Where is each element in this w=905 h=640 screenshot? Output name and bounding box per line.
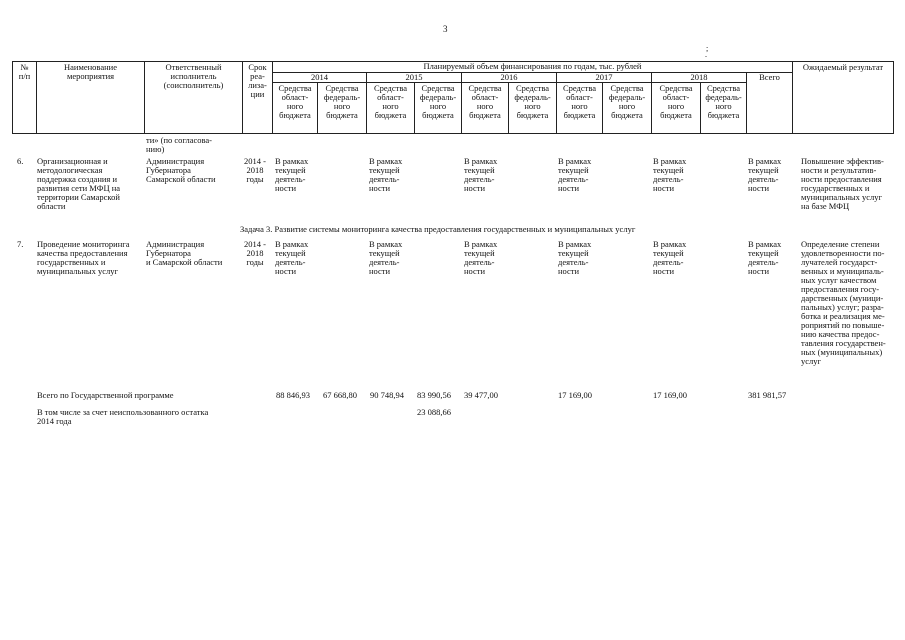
totals-2017-regional: 17 169,00 [558,390,592,400]
row-6-executor: Администрация Губернатора Самарской области [146,156,216,184]
row-7-total: В рамках текущей деятель- ности [748,239,782,276]
header-total: Всего [759,72,780,82]
totals-2014-regional: 88 846,93 [276,390,310,400]
row-7-fin-2014: В рамках текущей деятель- ности [275,239,309,276]
row-7-fin-2015: В рамках текущей деятель- ности [369,239,403,276]
header-sub-federal: Средства федераль- ного бюджета [608,83,646,120]
totals-grand-total: 381 981,57 [748,390,787,400]
header-sub-federal: Средства федераль- ного бюджета [419,83,457,120]
header-year-2015: 2015 [405,72,423,82]
unused-balance-label: В том числе за счет неиспользованного остатка 2014 года [37,407,209,426]
header-year-2014: 2014 [311,72,328,82]
row-6-term: 2014 - 2018 годы [244,156,266,184]
scan-mark: ; [706,44,709,53]
row-6-fin-2015: В рамках текущей деятель- ности [369,156,403,193]
header-sub-regional: Средства област- ного бюджета [373,83,408,120]
continued-text: ти» (по согласова- нию) [146,135,213,154]
header-sub-federal: Средства федераль- ного бюджета [705,83,742,120]
scan-mark: . [705,50,707,59]
header-number: № п/п [18,62,31,81]
row-6-fin-2018: В рамках текущей деятель- ности [653,156,687,193]
header-activity-name: Наименование мероприятия [64,62,117,81]
header-expected-result: Ожидаемый результат [802,62,884,72]
row-6-fin-2014: В рамках текущей деятель- ности [275,156,309,193]
header-year-2017: 2017 [595,72,613,82]
row-7-term: 2014 - 2018 годы [244,239,266,267]
row-6-name: Организационная и методологическая поддержка создания и развития сети МФЦ на территории Самарской области [37,156,121,211]
header-financing: Планируемый объем финансирования по годам, тыс. рублей [423,61,642,71]
row-6-fin-2017: В рамках текущей деятель- ности [558,156,592,193]
totals-2014-federal: 67 668,80 [323,390,357,400]
row-7-executor: Администрация Губернатора и Самарской области [146,239,223,267]
header-sub-regional: Средства област- ного бюджета [278,83,312,120]
row-7-result: Определение степени удовлетворенности по- лучателей государст- венных и муниципаль- ных услуг качеством предоставления госу- дарственных (муници- пальных) услуг; разра- ботка и реализация ме- роприятий по повыше- нию качества предос- тавления государствен- ных (муниципальных) услуг [801,239,886,366]
totals-2016-regional: 39 477,00 [464,390,498,400]
row-6-result: Повышение эффектив- ности и результатив- ности предоставления государственных и муниципальных услуг на базе МФЦ [801,156,884,211]
row-7-fin-2017: В рамках текущей деятель- ности [558,239,592,276]
header-term: Срок реа- лиза- ции [248,62,267,99]
row-7-number: 7. [17,239,24,249]
totals-2015-federal: 83 990,56 [417,390,451,400]
header-executor: Ответственный исполнитель (соисполнитель) [163,62,224,90]
totals-label: Всего по Государственной программе [37,390,174,400]
totals-2018-regional: 17 169,00 [653,390,687,400]
row-6-total: В рамках текущей деятель- ности [748,156,782,193]
header-sub-regional: Средства област- ного бюджета [659,83,693,120]
header-sub-regional: Средства област- ного бюджета [468,83,502,120]
totals-2015-regional: 90 748,94 [370,390,404,400]
header-year-2018: 2018 [690,72,708,82]
header-sub-federal: Средства федераль- ного бюджета [514,83,551,120]
task-3-heading: Задача 3. Развитие системы мониторинга качества предоставления государственных и муниципальных услуг [240,224,636,234]
page-number: 3 [443,24,448,34]
row-7-fin-2016: В рамках текущей деятель- ности [464,239,498,276]
header-sub-regional: Средства област- ного бюджета [562,83,597,120]
row-7-name: Проведение мониторинга качества предоставления государственных и муниципальных услуг [37,239,130,276]
unused-balance-value: 23 088,66 [417,407,451,417]
row-6-number: 6. [17,156,24,166]
header-year-2016: 2016 [500,72,518,82]
row-6-fin-2016: В рамках текущей деятель- ности [464,156,498,193]
row-7-fin-2018: В рамках текущей деятель- ности [653,239,687,276]
header-sub-federal: Средства федераль- ного бюджета [323,83,361,120]
header-table [12,61,894,134]
